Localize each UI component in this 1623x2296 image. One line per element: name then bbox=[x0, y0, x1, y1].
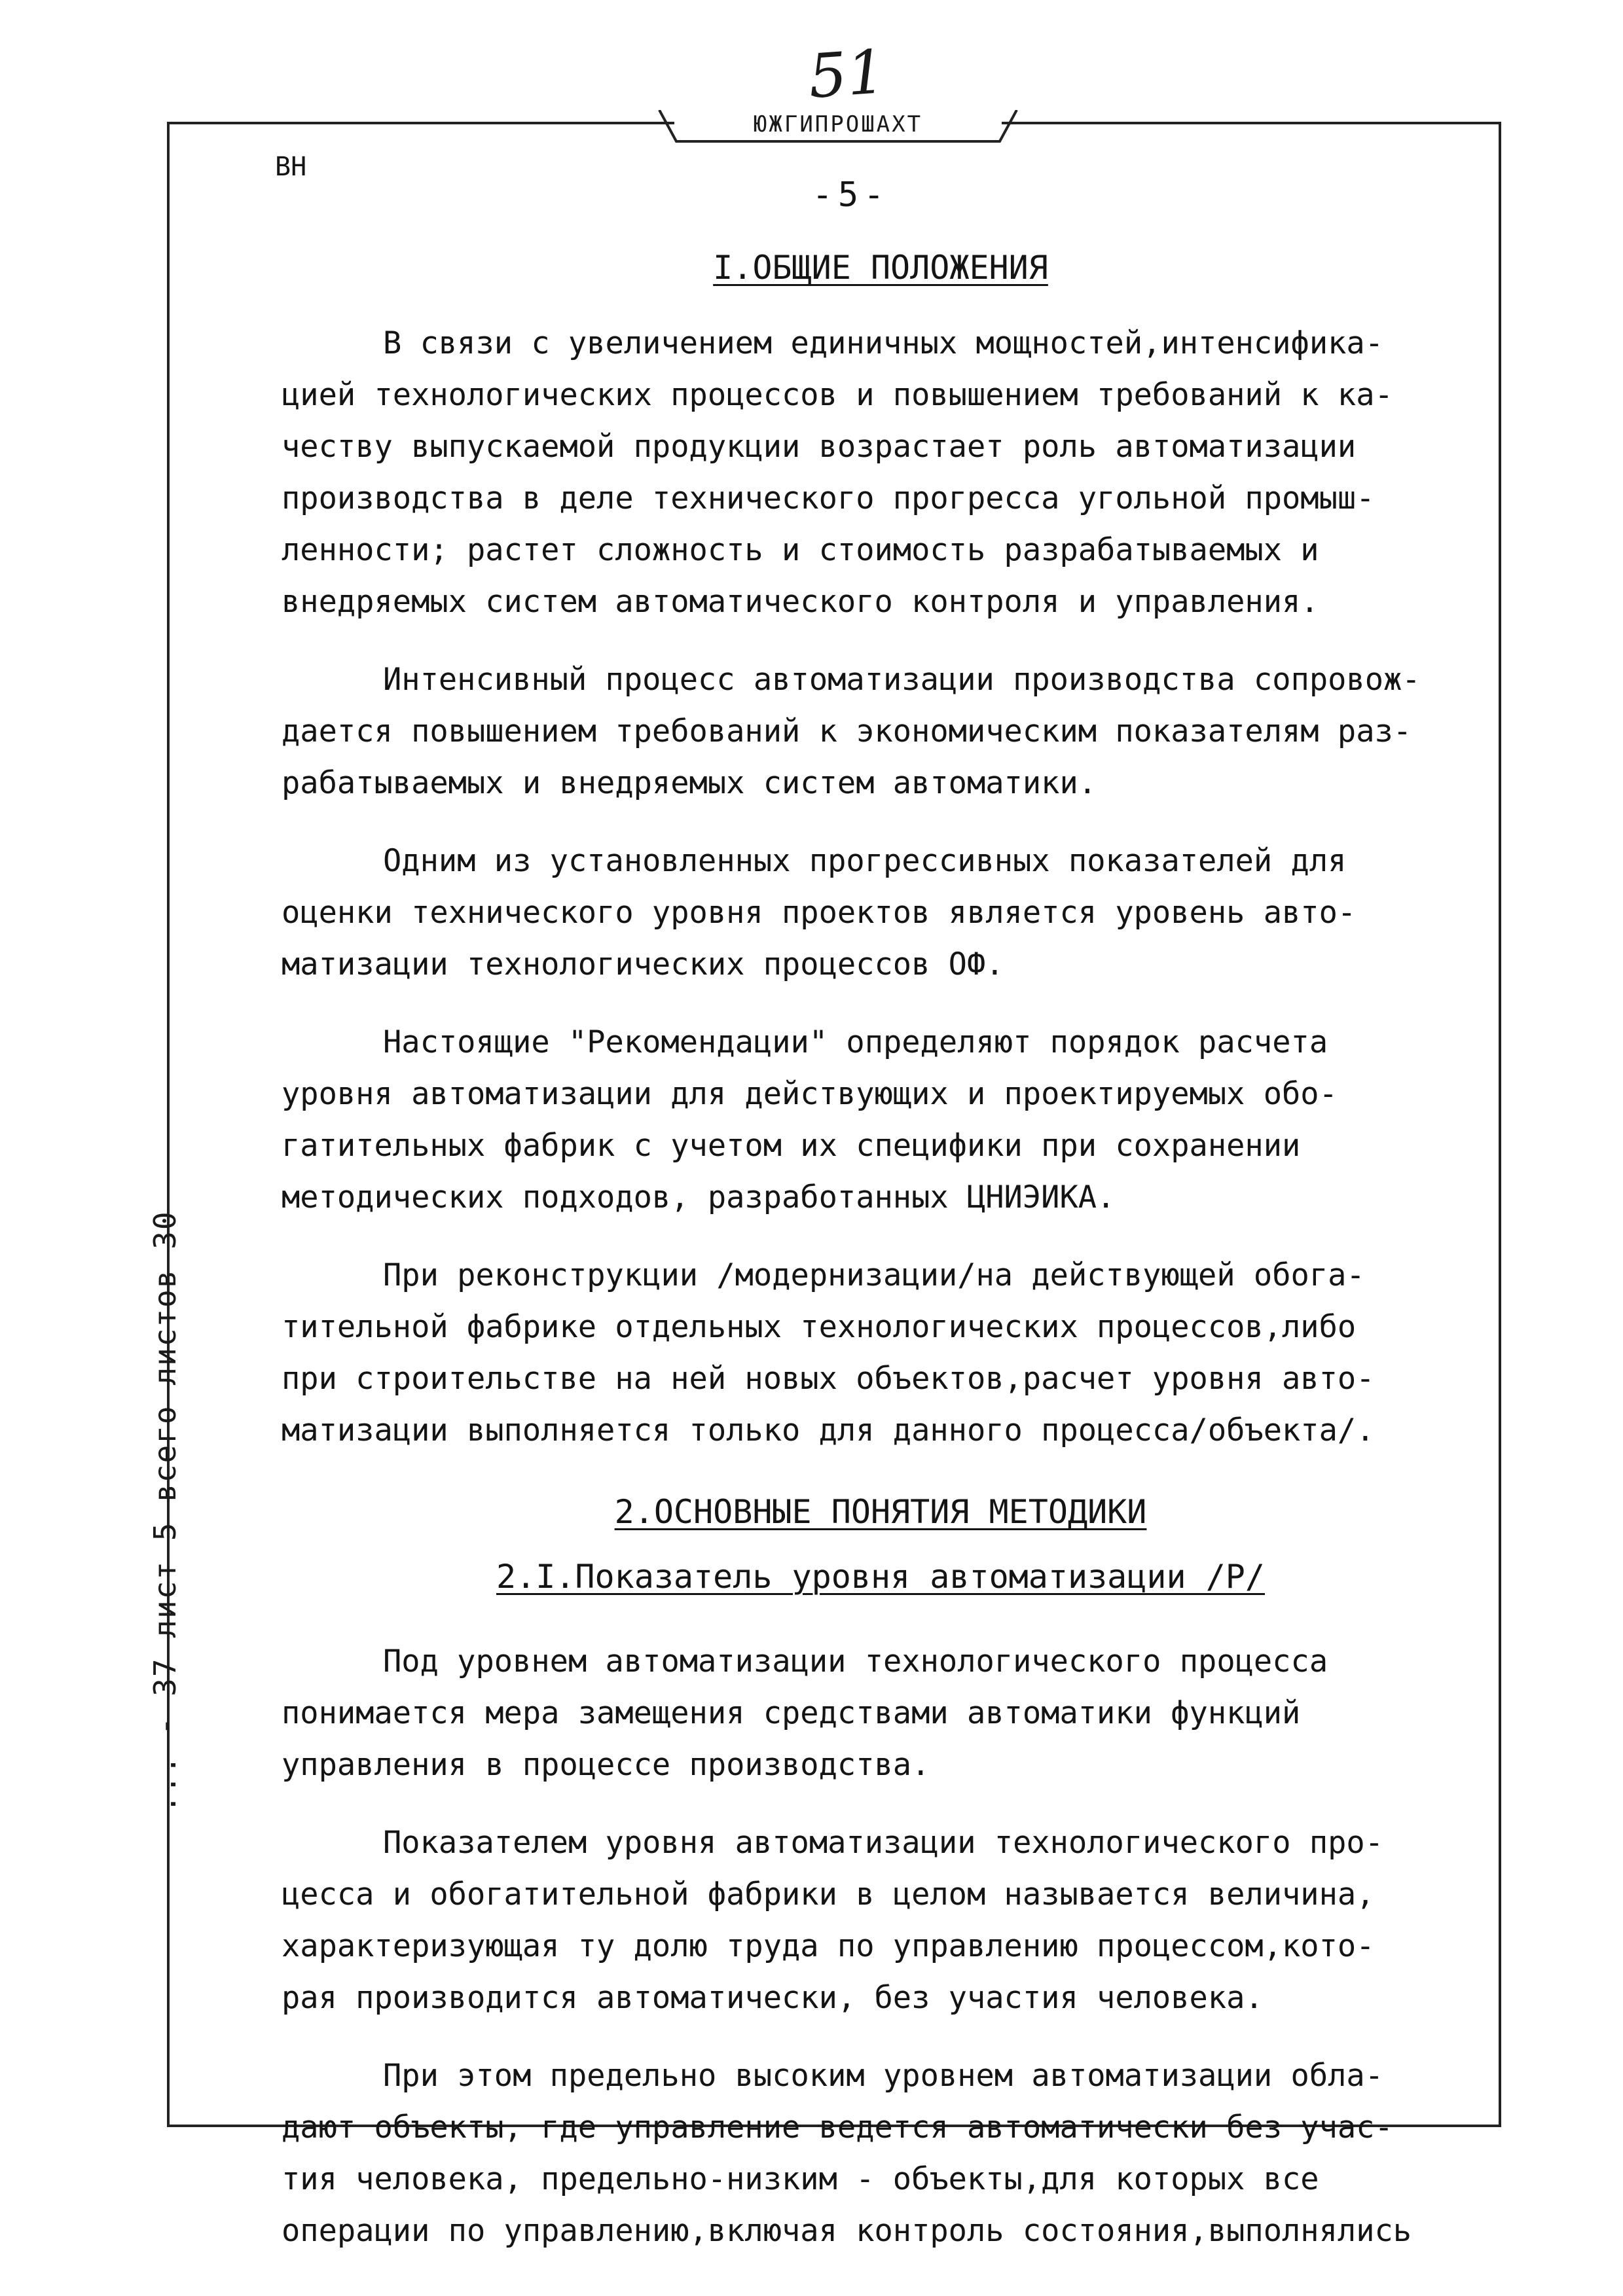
paragraph: При реконструкции /модернизации/на действующей обога- тительной фабрике отдельных технологических процессов,либо при строительстве на ней новых объектов,расчет уровня авто- матизации выполняется только для данного процесса/объекта/. bbox=[282, 1257, 1375, 1448]
paragraph: При этом предельно высоким уровнем автоматизации обла- дают объекты, где управление ведется автоматически без учас- тия человека, предельно-низким - объекты,для которых все операции по управлению,включая контроль состояния,выполнялись bbox=[282, 2058, 1412, 2249]
stamp-text: ЮЖГИПРОШАХТ bbox=[753, 111, 923, 137]
paragraph: Одним из установленных прогрессивных показателей для оценки технического уровня проектов является уровень авто- матизации технологических процессов ОФ. bbox=[282, 843, 1357, 982]
page-frame-top-right bbox=[1002, 122, 1499, 124]
paragraph: Интенсивный процесс автоматизации производства сопровож- дается повышением требований к экономическим показателям раз- рабатываемых и внедряемых систем автоматики. bbox=[282, 662, 1421, 801]
page-number: -5- bbox=[812, 175, 890, 215]
section-1-title: I.ОБЩИЕ ПОЛОЖЕНИЯ bbox=[713, 249, 1048, 287]
section-2-title: 2.ОСНОВНЫЕ ПОНЯТИЯ МЕТОДИКИ bbox=[614, 1493, 1147, 1531]
paragraph: В связи с увеличением единичных мощностей,интенсифика- цией технологических процессов и повышением требований к ка- честву выпускаемой продукции возрастает роль автоматизации производства в деле технического прогресса угольной промыш- ленности; растет сложность и стоимость разрабатываемых и внедряемых систем автоматического контроля и управления. bbox=[282, 325, 1393, 620]
paragraph: Показателем уровня автоматизации технологического про- цесса и обогатительной фабрики в целом называется величина, характеризующая ту долю труда по управлению процессом,кото- рая производится автоматически, без участия человека. bbox=[282, 1825, 1384, 2016]
paragraph: Настоящие "Рекомендации" определяют порядок расчета уровня автоматизации для действующих и проектируемых обо- гатительных фабрик с учетом их специфики при сохранении методических подходов, разработанных ЦНИЭИКА. bbox=[282, 1024, 1338, 1215]
paragraph: Под уровнем автоматизации технологического процесса понимается мера замещения средствами автоматики функций управления в процессе производства. bbox=[282, 1643, 1328, 1783]
handwritten-sheet-number: 51 bbox=[806, 37, 888, 112]
page-frame-top-left bbox=[167, 122, 674, 124]
corner-code: ВН bbox=[275, 152, 307, 182]
margin-sheet-note: ... - 37 лист 5 всего листов 30 bbox=[147, 1210, 183, 1813]
organization-stamp bbox=[658, 110, 1018, 144]
section-2-1-title: 2.I.Показатель уровня автоматизации /Р/ bbox=[496, 1558, 1265, 1596]
document-body bbox=[282, 242, 1480, 2283]
